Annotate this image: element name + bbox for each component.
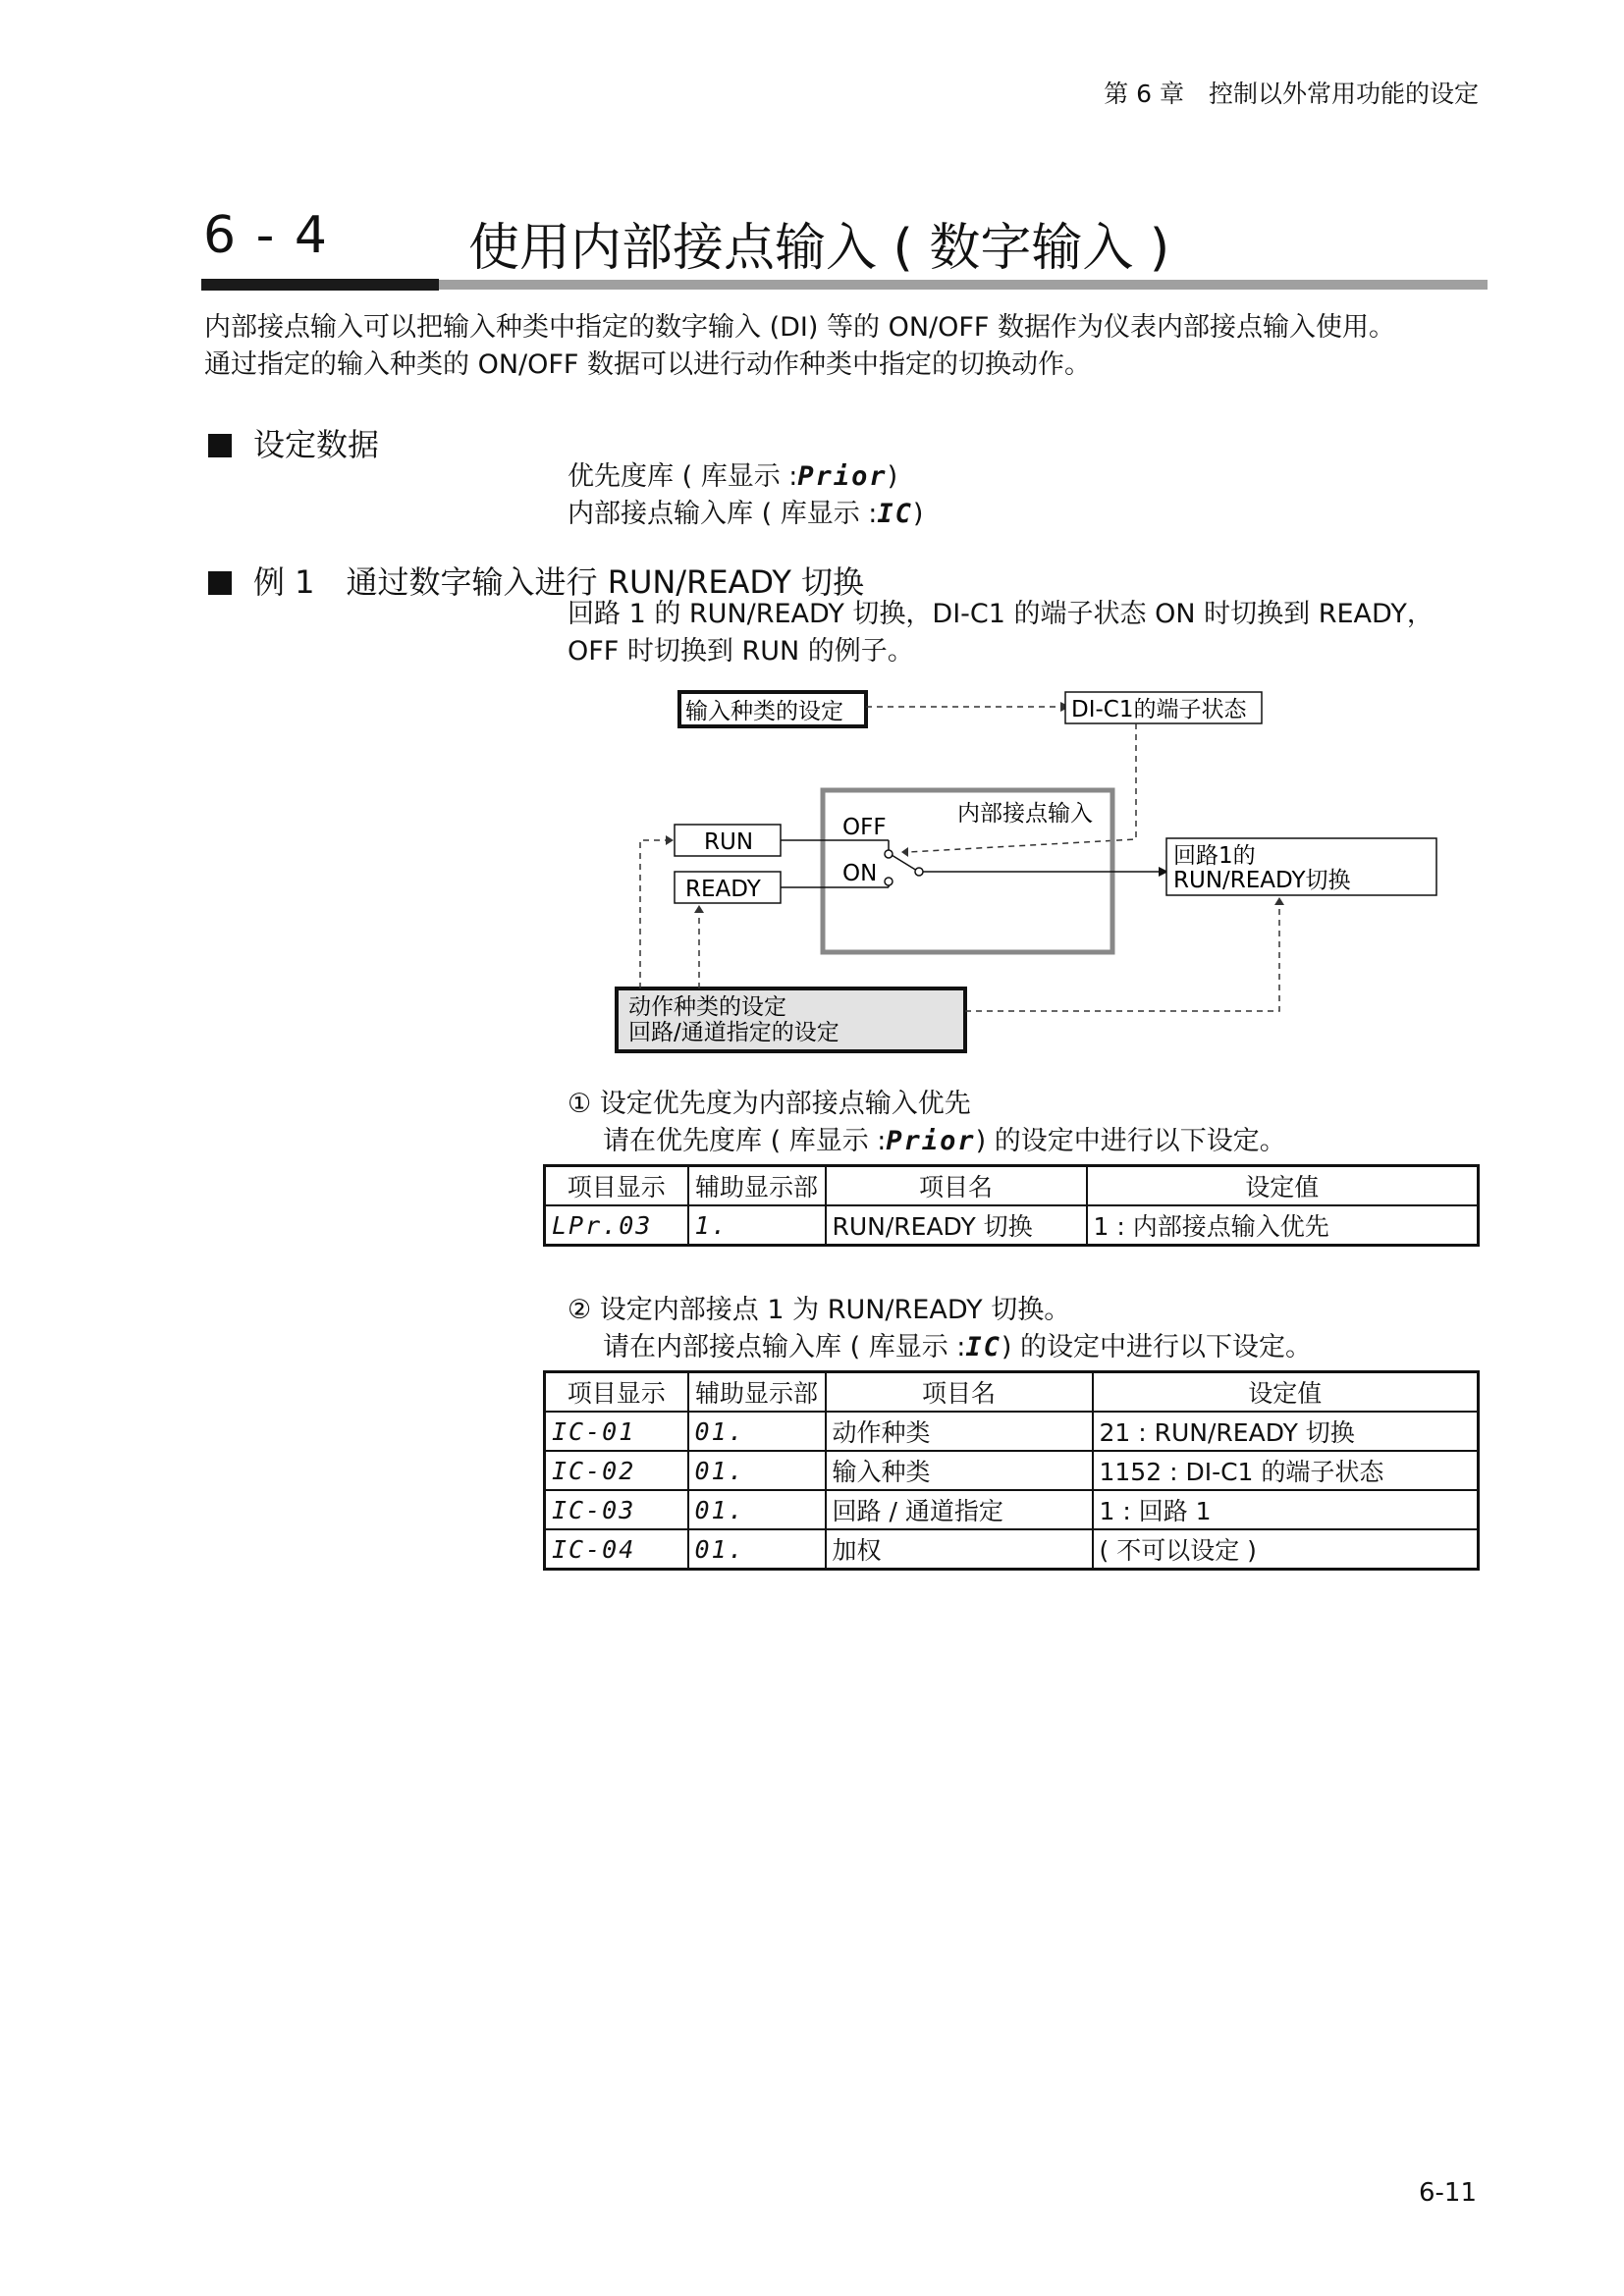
example-desc-1: 回路 1 的 RUN/READY 切换，DI-C1 的端子状态 ON 时切换到 READY， (568, 599, 1434, 629)
step1-table (543, 1164, 1480, 1247)
header-item-display: 项目显示 (545, 1166, 688, 1206)
step2-title: ② 设定内部接点 1 为 RUN/READY 切换。 (568, 1295, 1071, 1325)
target-line-1: 回路1的 (1173, 843, 1256, 869)
settings-heading: 设定数据 (208, 420, 379, 465)
input-type-label: 输入种类的设定 (685, 699, 843, 724)
table-header-row (545, 1166, 1479, 1206)
header-item-display: 项目显示 (545, 1372, 688, 1413)
step1-text (568, 1086, 1286, 1160)
page-number: 6-11 (1418, 2178, 1477, 2208)
settings-lines (568, 458, 923, 533)
title-rule-light (439, 280, 1488, 290)
on-label: ON (842, 861, 878, 886)
settings-line-2: 内部接点输入库 ( 库显示 :IC) (568, 499, 924, 529)
ready-label: READY (685, 877, 761, 902)
table-row: IC-03 01. 回路 / 通道指定 1 : 回路 1 (545, 1490, 1479, 1529)
prior-code: Prior (797, 461, 888, 492)
step2-instruction: 请在内部接点输入库 ( 库显示 :IC) 的设定中进行以下设定。 (603, 1332, 1313, 1362)
step2-table (543, 1370, 1480, 1571)
header-sub-display: 辅助显示部 (688, 1372, 826, 1413)
example-desc-2: OFF 时切换到 RUN 的例子。 (568, 636, 914, 667)
action-line-1: 动作种类的设定 (628, 994, 786, 1020)
ic-code: IC (877, 499, 913, 529)
header-item-name: 项目名 (826, 1166, 1087, 1206)
intro-line-1: 内部接点输入可以把输入种类中指定的数字输入 (DI) 等的 ON/OFF 数据作为仪表内部接点输入使用。 (204, 312, 1396, 343)
off-label: OFF (842, 815, 887, 840)
settings-line-1: 优先度库 ( 库显示 :Prior) (568, 461, 898, 492)
section-number: 6 - 4 (203, 206, 329, 265)
example-heading: 例 1 通过数字输入进行 RUN/READY 切换 (208, 558, 864, 603)
intro-line-2: 通过指定的输入种类的 ON/OFF 数据可以进行动作种类中指定的切换动作。 (204, 349, 1092, 380)
action-line-2: 回路/通道指定的设定 (628, 1020, 839, 1045)
header-setting-value: 设定值 (1093, 1372, 1479, 1413)
run-label: RUN (704, 829, 754, 855)
ic-code: IC (965, 1332, 1001, 1362)
table-row: IC-04 01. 加权 ( 不可以设定 ) (545, 1529, 1479, 1570)
header-item-name: 项目名 (826, 1372, 1093, 1413)
switch-diagram (609, 677, 1443, 1070)
step1-instruction: 请在优先度库 ( 库显示 :Prior) 的设定中进行以下设定。 (603, 1126, 1286, 1156)
table-row: LPr.03 1. RUN/READY 切换 1 : 内部接点输入优先 (545, 1205, 1479, 1246)
header-sub-display: 辅助显示部 (688, 1166, 826, 1206)
square-bullet-icon (208, 571, 232, 595)
step1-title: ① 设定优先度为内部接点输入优先 (568, 1089, 971, 1119)
title-rule-dark (201, 279, 439, 291)
section-title: 使用内部接点输入 ( 数字输入 ) (468, 219, 1170, 278)
di-state-label: DI-C1的端子状态 (1071, 697, 1247, 722)
square-bullet-icon (208, 434, 232, 457)
table-row: IC-01 01. 动作种类 21 : RUN/READY 切换 (545, 1412, 1479, 1451)
internal-contact-label: 内部接点输入 (957, 801, 1093, 827)
header-setting-value: 设定值 (1087, 1166, 1479, 1206)
table-header-row (545, 1372, 1479, 1413)
chapter-header: 第 6 章 控制以外常用功能的设定 (1104, 80, 1479, 108)
target-line-2: RUN/READY切换 (1173, 868, 1351, 893)
step2-text (568, 1292, 1312, 1366)
table-row: IC-02 01. 输入种类 1152 : DI-C1 的端子状态 (545, 1451, 1479, 1490)
example-description (568, 596, 1434, 670)
intro-paragraph (204, 309, 1395, 384)
prior-code: Prior (886, 1126, 976, 1156)
